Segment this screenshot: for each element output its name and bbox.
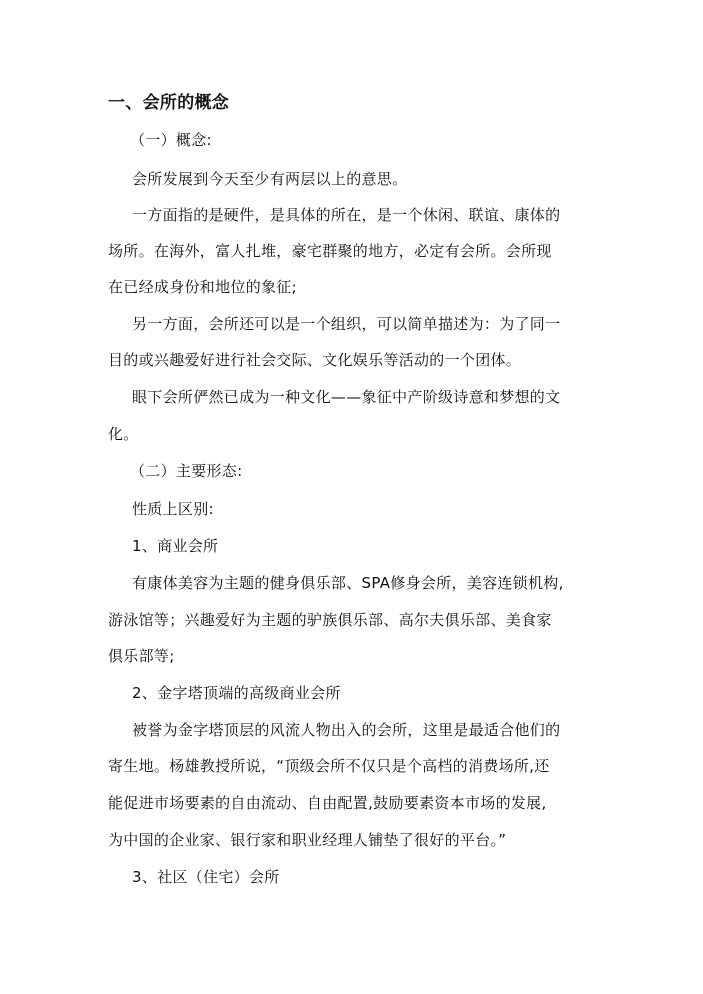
paragraph-line: 目的或兴趣爱好进行社会交际、文化娱乐等活动的一个团体。 — [108, 351, 522, 369]
list-item-title: 1、商业会所 — [132, 537, 219, 555]
paragraph-line: 有康体美容为主题的健身俱乐部、SPA修身会所，美容连锁机构, — [132, 574, 564, 592]
paragraph-line: 一方面指的是硬件，是具体的所在，是一个休闲、联谊、康体的 — [132, 206, 561, 224]
section-heading: 一、会所的概念 — [108, 93, 230, 113]
paragraph-line: 为中国的企业家、银行家和职业经理人铺垫了很好的平台。” — [108, 831, 507, 849]
paragraph-line: 眼下会所俨然已成为一种文化——象征中产阶级诗意和梦想的文 — [132, 388, 561, 406]
paragraph-line: 能促进市场要素的自由流动、自由配置,鼓励要素资本市场的发展, — [108, 794, 547, 812]
paragraph-line: 会所发展到今天至少有两层以上的意思。 — [132, 170, 408, 188]
paragraph-line: 另一方面，会所还可以是一个组织，可以简单描述为：为了同一 — [132, 315, 561, 333]
paragraph-line: 俱乐部等; — [108, 647, 175, 665]
list-item-title: 2、金字塔顶端的高级商业会所 — [132, 684, 341, 702]
list-item-title: 3、社区（住宅）会所 — [132, 868, 280, 886]
subheading-forms: （二）主要形态: — [130, 462, 243, 480]
paragraph-line: 化。 — [108, 425, 139, 443]
paragraph-line: 场所。在海外，富人扎堆，豪宅群聚的地方，必定有会所。会所现 — [108, 242, 552, 260]
paragraph-line: 寄生地。杨雄教授所说，“顶级会所不仅只是个高档的消费场所,还 — [108, 757, 550, 775]
paragraph-line: 性质上区别: — [132, 500, 214, 518]
paragraph-line: 游泳馆等；兴趣爱好为主题的驴族俱乐部、高尔夫俱乐部、美食家 — [108, 611, 552, 629]
paragraph-line: 在已经成身份和地位的象征; — [108, 278, 297, 296]
subheading-concept: （一）概念: — [130, 131, 212, 149]
paragraph-line: 被誉为金字塔顶层的风流人物出入的会所，这里是最适合他们的 — [132, 721, 561, 739]
